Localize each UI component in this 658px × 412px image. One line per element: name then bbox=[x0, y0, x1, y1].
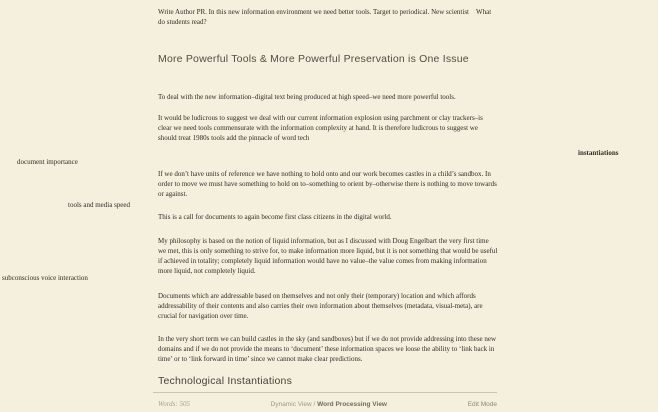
margin-tag-subconscious-voice-interaction[interactable]: subconscious voice interaction bbox=[2, 274, 88, 282]
document-paragraph[interactable]: If we don’t have units of reference we have nothing to hold onto and our work becomes castles in a child’s sandbox. In order to move we must have something to hold on to–something to orient by–otherwise there is nothing to move towards or against. bbox=[158, 170, 497, 198]
document-paragraph[interactable]: It would be ludicrous to suggest we deal with our current information explosion using parchment or clay trackers–is clear we need tools commensurate with the information complexity at hand. It is therefore ludicrous to suggest we should treat 1980s tools add the pinnacle of word tech bbox=[158, 114, 483, 142]
status-bar-divider bbox=[153, 392, 497, 393]
document-paragraph[interactable]: In the very short term we can build castles in the sky (and sandboxes) but if we do not provide addressing into these new domains and if we do not provide the means to ‘document’ these information spaces we loose the ability to ‘link back in time’ or to ‘link forward in time’ since we cannot make clear predictions. bbox=[158, 335, 497, 363]
view-mode-switcher[interactable] bbox=[271, 401, 387, 408]
margin-tag-document-importance[interactable]: document importance bbox=[17, 158, 78, 166]
margin-tag-tools-and-media-speed[interactable]: tools and media speed bbox=[68, 201, 131, 209]
status-bar bbox=[158, 398, 497, 410]
edit-mode-button[interactable]: Edit Mode bbox=[467, 400, 497, 408]
document-paragraph[interactable]: This is a call for documents to again become first class citizens in the digital world. bbox=[158, 213, 392, 221]
word-count: Words: 505 bbox=[158, 400, 190, 408]
document-paragraph[interactable]: Documents which are addressable based on themselves and not only their (temporary) location and which affords addressability of their contents and also carries their own information about themselves (metadata, visual-meta), are crucial for navigation over time. bbox=[158, 292, 483, 320]
view-mode-word-processing-label[interactable]: Word Processing View bbox=[317, 400, 387, 408]
section-heading-more-powerful-tools[interactable]: More Powerful Tools & More Powerful Preservation is One Issue bbox=[158, 53, 469, 65]
view-mode-dynamic-label[interactable]: Dynamic View / bbox=[270, 400, 318, 408]
document-paragraph[interactable]: My philosophy is based on the notion of liquid information, but as I discussed with Doug Engelbart the very first time we met, this is only something to strive for, to make information more liquid, but it is not something that would be useful if achieved in totality; completely liquid information would have no value–the value comes from making information more liquid, not completely liquid. bbox=[158, 237, 498, 275]
document-paragraph[interactable]: To deal with the new information–digital text being produced at high speed–we need more powerful tools. bbox=[158, 93, 456, 101]
margin-tag-instantiations[interactable]: instantiations bbox=[578, 149, 619, 157]
document-intro-paragraph[interactable]: Write Author PR. In this new information environment we need better tools. Target to periodical. New scientist What do students read? bbox=[158, 8, 492, 26]
section-heading-technological-instantiations[interactable]: Technological Instantiations bbox=[158, 375, 293, 387]
